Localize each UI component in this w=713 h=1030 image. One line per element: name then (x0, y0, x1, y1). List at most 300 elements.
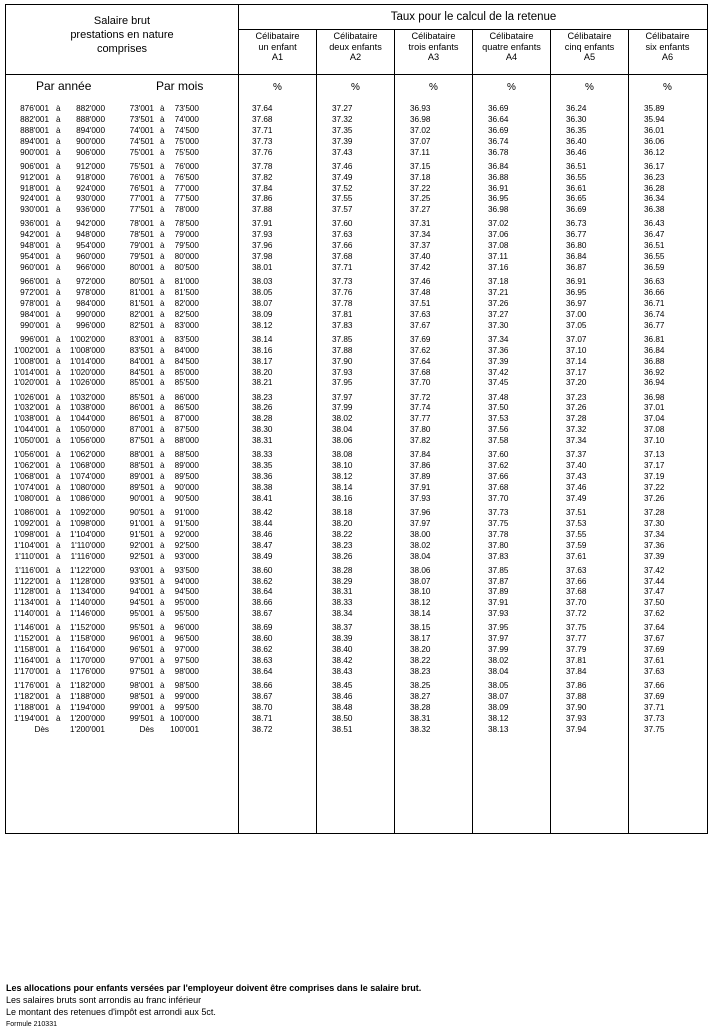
rate-a3: 38.12 (410, 598, 431, 608)
annual-to: 1'098'000 (69, 518, 105, 528)
range-separator: à (56, 114, 61, 124)
rate-a2: 37.95 (332, 378, 353, 388)
rate-a1: 38.26 (252, 403, 273, 413)
rate-a3: 38.15 (410, 623, 431, 633)
range-separator: à (56, 277, 61, 287)
range-separator: à (160, 334, 165, 344)
monthly-from: 74'001 (129, 125, 154, 135)
rate-a3: 36.98 (410, 114, 431, 124)
range-separator: à (160, 587, 165, 597)
rate-a4: 37.58 (488, 436, 509, 446)
rate-a3: 37.27 (410, 205, 431, 215)
rate-a2: 37.71 (332, 263, 353, 272)
rate-a3: 38.17 (410, 634, 431, 644)
range-separator: à (56, 609, 61, 619)
annual-to: 1'200'000 (69, 713, 105, 723)
range-separator: à (56, 356, 61, 366)
annual-from: 1'032'001 (13, 403, 49, 413)
annual-to: 990'000 (76, 309, 105, 319)
annual-from: 1'044'001 (13, 425, 49, 435)
rate-a4: 37.75 (488, 518, 509, 528)
monthly-to: 74'000 (174, 114, 199, 124)
range-separator: à (160, 551, 165, 561)
rate-a2: 37.63 (332, 230, 353, 240)
range-separator: à (160, 450, 165, 460)
range-separator: à (56, 298, 61, 308)
table-row (6, 378, 709, 388)
rate-a1: 37.86 (252, 194, 273, 204)
rate-a6: 37.34 (644, 529, 665, 539)
rate-a2: 37.90 (332, 356, 353, 366)
table-row (6, 321, 709, 331)
annual-to: 888'000 (76, 114, 105, 124)
range-separator: à (160, 288, 165, 297)
monthly-to: 100'001 (170, 724, 199, 734)
annual-from: 1'068'001 (13, 472, 49, 481)
rate-a5: 37.49 (566, 493, 587, 503)
table-row (6, 645, 709, 655)
rate-a3: 38.06 (410, 565, 431, 575)
monthly-to: 89'500 (174, 472, 199, 481)
rate-a3: 37.63 (410, 309, 431, 319)
rate-a3: 38.28 (410, 702, 431, 712)
rate-a4: 37.68 (488, 482, 509, 492)
rate-a4: 37.42 (488, 367, 509, 377)
annual-from: 1'020'001 (13, 378, 49, 388)
annual-from: 930'001 (20, 205, 49, 215)
table-row (6, 577, 709, 587)
column-header-text: Célibataire (567, 31, 612, 41)
rate-a3: 38.27 (410, 691, 431, 701)
range-separator: à (160, 529, 165, 539)
annual-from: 1'086'001 (13, 507, 49, 517)
annual-to: 894'000 (76, 125, 105, 135)
rate-a6: 35.94 (644, 114, 665, 124)
annual-from: 1'122'001 (13, 576, 49, 586)
annual-from: 1'164'001 (13, 656, 49, 665)
monthly-to: 84'000 (174, 345, 199, 355)
rate-a3: 37.97 (410, 518, 431, 528)
monthly-from: Dès (139, 724, 154, 734)
rate-a4: 38.07 (488, 691, 509, 701)
annual-from: 1'002'001 (13, 345, 49, 355)
column-header-a3 (395, 31, 472, 63)
rate-a5: 37.32 (566, 425, 587, 435)
annual-from: 918'001 (20, 183, 49, 193)
monthly-from: 97'501 (129, 666, 154, 676)
rate-a6: 36.63 (644, 277, 665, 287)
rate-a6: 36.47 (644, 230, 665, 240)
percent-unit: % (351, 82, 360, 93)
rate-a2: 37.78 (332, 298, 353, 308)
rate-a1: 38.28 (252, 414, 273, 424)
annual-to: 1'008'000 (69, 345, 105, 355)
rate-a1: 38.66 (252, 598, 273, 608)
annual-from: 1'146'001 (13, 623, 49, 633)
rate-a5: 36.65 (566, 194, 587, 204)
rate-a6: 37.75 (644, 724, 665, 734)
monthly-from: 78'001 (129, 219, 154, 229)
rate-a1: 37.84 (252, 183, 273, 193)
rate-a5: 37.40 (566, 461, 587, 471)
annual-from: 1'158'001 (13, 645, 49, 655)
monthly-from: 76'001 (129, 172, 154, 182)
rate-a1: 38.05 (252, 288, 273, 297)
annual-to: 912'000 (76, 161, 105, 171)
rate-a4: 36.78 (488, 147, 509, 157)
table-row (6, 703, 709, 713)
rate-a1: 38.69 (252, 623, 273, 633)
table-row (6, 184, 709, 194)
annual-from: 954'001 (20, 252, 49, 262)
range-separator: à (56, 587, 61, 597)
range-separator: à (160, 598, 165, 608)
annual-to: 1'080'000 (69, 482, 105, 492)
monthly-from: 81'001 (129, 288, 154, 297)
tax-rate-table (5, 4, 708, 834)
annual-from: 1'074'001 (13, 482, 49, 492)
rate-a5: 37.94 (566, 724, 587, 734)
rate-a4: 38.09 (488, 702, 509, 712)
percent-unit: % (585, 82, 594, 93)
table-row (6, 541, 709, 551)
rate-a2: 38.12 (332, 472, 353, 481)
monthly-from: 91'001 (129, 518, 154, 528)
monthly-to: 89'000 (174, 461, 199, 471)
rate-a1: 38.47 (252, 540, 273, 550)
rate-a6: 36.34 (644, 194, 665, 204)
rate-a3: 37.93 (410, 493, 431, 503)
rate-a3: 37.72 (410, 392, 431, 402)
annual-to: 1'092'000 (69, 507, 105, 517)
rate-a2: 38.48 (332, 702, 353, 712)
annual-from: 978'001 (20, 298, 49, 308)
salary-header-line: prestations en nature (70, 29, 174, 41)
rate-a1: 38.49 (252, 551, 273, 561)
range-separator: à (56, 367, 61, 377)
annual-to: 1'020'000 (69, 367, 105, 377)
range-separator: à (56, 205, 61, 215)
monthly-from: 95'001 (129, 609, 154, 619)
column-header-text: cinq enfants (564, 41, 615, 52)
rate-a2: 37.88 (332, 345, 353, 355)
rate-a3: 37.51 (410, 298, 431, 308)
rate-a2: 38.16 (332, 493, 353, 503)
rate-a2: 38.37 (332, 623, 353, 633)
range-separator: à (56, 623, 61, 633)
rate-a4: 37.91 (488, 598, 509, 608)
header-divider (238, 29, 707, 30)
monthly-from: 81'501 (129, 298, 154, 308)
annual-to: 942'000 (76, 219, 105, 229)
rate-a6: 36.38 (644, 205, 665, 215)
range-separator: à (160, 356, 165, 366)
rate-a6: 37.13 (644, 450, 665, 460)
rate-a2: 38.50 (332, 713, 353, 723)
rate-a3: 38.10 (410, 587, 431, 597)
monthly-from: 73'501 (129, 114, 154, 124)
rate-a6: 37.50 (644, 598, 665, 608)
monthly-from: 87'001 (129, 425, 154, 435)
table-row (6, 393, 709, 403)
rate-a4: 37.70 (488, 493, 509, 503)
rate-a5: 37.10 (566, 345, 587, 355)
table-row (6, 598, 709, 608)
column-header-text: A3 (427, 52, 440, 62)
rate-a1: 37.78 (252, 161, 273, 171)
rate-a4: 38.05 (488, 681, 509, 690)
annual-to: 1'074'000 (69, 472, 105, 481)
rate-a5: 36.84 (566, 252, 587, 262)
column-header-a6 (629, 31, 706, 63)
monthly-to: 94'000 (174, 576, 199, 586)
rate-a4: 36.69 (488, 104, 509, 113)
rate-a6: 37.64 (644, 623, 665, 633)
rate-a4: 36.91 (488, 183, 509, 193)
monthly-from: 84'001 (129, 356, 154, 366)
table-row (6, 667, 709, 677)
rate-a5: 37.07 (566, 334, 587, 344)
rate-a5: 37.05 (566, 320, 587, 330)
annual-to: 1'038'000 (69, 403, 105, 413)
rate-a5: 36.97 (566, 298, 587, 308)
range-separator: à (56, 472, 61, 481)
rate-a4: 37.78 (488, 529, 509, 539)
range-separator: à (160, 241, 165, 251)
rate-a4: 37.11 (488, 252, 508, 262)
form-number: Formule 210331 (6, 1021, 57, 1028)
rate-a6: 37.47 (644, 587, 665, 597)
range-separator: à (56, 414, 61, 424)
range-separator: à (160, 392, 165, 402)
monthly-from: 80'501 (129, 277, 154, 287)
annual-to: 1'062'000 (69, 450, 105, 460)
rate-a3: 37.80 (410, 425, 431, 435)
annual-to: 1'158'000 (69, 634, 105, 644)
rate-a6: 37.04 (644, 414, 665, 424)
range-separator: à (160, 309, 165, 319)
range-separator: à (56, 529, 61, 539)
monthly-to: 100'000 (170, 713, 199, 723)
rate-a4: 37.93 (488, 609, 509, 619)
monthly-to: 90'000 (174, 482, 199, 492)
rate-a6: 36.98 (644, 392, 665, 402)
range-separator: à (56, 681, 61, 690)
rate-a5: 37.46 (566, 482, 587, 492)
rate-a6: 37.73 (644, 713, 665, 723)
rate-a1: 38.66 (252, 681, 273, 690)
rate-a1: 38.63 (252, 656, 273, 665)
table-row (6, 483, 709, 493)
range-separator: à (56, 551, 61, 561)
monthly-to: 97'000 (174, 645, 199, 655)
monthly-from: 88'001 (129, 450, 154, 460)
percent-unit: % (507, 82, 516, 93)
rate-a6: 37.28 (644, 507, 665, 517)
rate-a2: 38.23 (332, 540, 353, 550)
rate-a6: 36.66 (644, 288, 665, 297)
range-separator: à (56, 378, 61, 388)
rate-a5: 36.46 (566, 147, 587, 157)
rate-a4: 37.26 (488, 298, 509, 308)
annual-from: 1'098'001 (13, 529, 49, 539)
rate-a2: 38.26 (332, 551, 353, 561)
rate-a5: 37.61 (566, 551, 587, 561)
rate-a5: 37.34 (566, 436, 587, 446)
rate-a3: 37.86 (410, 461, 431, 471)
column-header-text: A4 (505, 52, 518, 62)
rate-a5: 37.79 (566, 645, 587, 655)
rate-a2: 38.46 (332, 691, 353, 701)
monthly-from: 86'501 (129, 414, 154, 424)
monthly-from: 90'001 (129, 493, 154, 503)
rate-a2: 37.85 (332, 334, 353, 344)
rate-a1: 38.62 (252, 645, 273, 655)
rate-a3: 37.15 (410, 161, 431, 171)
range-separator: à (56, 645, 61, 655)
rate-a4: 37.50 (488, 403, 509, 413)
monthly-to: 78'000 (174, 205, 199, 215)
table-row (6, 219, 709, 229)
rate-a3: 38.00 (410, 529, 431, 539)
rate-a1: 38.38 (252, 482, 273, 492)
column-header-text: quatre enfants (482, 41, 541, 52)
annual-from: 882'001 (20, 114, 49, 124)
rate-a5: 36.51 (566, 161, 587, 171)
monthly-to: 83'000 (174, 320, 199, 330)
table-row (6, 115, 709, 125)
rate-a2: 38.02 (332, 414, 353, 424)
monthly-from: 89'001 (129, 472, 154, 481)
rate-a4: 38.12 (488, 713, 509, 723)
rate-a1: 38.17 (252, 356, 273, 366)
rate-a6: 36.28 (644, 183, 665, 193)
rate-a1: 38.16 (252, 345, 273, 355)
monthly-to: 81'000 (174, 277, 199, 287)
range-separator: à (56, 565, 61, 575)
rate-a5: 37.00 (566, 309, 587, 319)
rate-a6: 37.10 (644, 436, 665, 446)
rate-a6: 37.30 (644, 518, 665, 528)
rate-a6: 37.61 (644, 656, 665, 665)
rate-a6: 37.08 (644, 425, 665, 435)
table-row (6, 335, 709, 345)
rate-a4: 38.13 (488, 724, 509, 734)
monthly-to: 96'000 (174, 623, 199, 633)
rate-a3: 37.11 (410, 147, 430, 157)
range-separator: à (56, 136, 61, 146)
range-separator: à (56, 634, 61, 644)
range-separator: à (160, 136, 165, 146)
annual-to: 984'000 (76, 298, 105, 308)
rate-a4: 37.16 (488, 263, 509, 272)
monthly-to: 91'000 (174, 507, 199, 517)
range-separator: à (160, 482, 165, 492)
annual-to: 1'056'000 (69, 436, 105, 446)
rate-a2: 38.40 (332, 645, 353, 655)
table-row (6, 566, 709, 576)
rate-a2: 38.43 (332, 666, 353, 676)
monthly-to: 80'000 (174, 252, 199, 262)
monthly-to: 95'000 (174, 598, 199, 608)
rate-a1: 38.62 (252, 576, 273, 586)
rate-a4: 37.89 (488, 587, 509, 597)
range-separator: à (160, 623, 165, 633)
range-separator: à (56, 691, 61, 701)
rate-a4: 37.48 (488, 392, 509, 402)
rate-a1: 38.23 (252, 392, 273, 402)
annual-from: 948'001 (20, 241, 49, 251)
table-row (6, 403, 709, 413)
annual-from: 1'194'001 (13, 713, 49, 723)
monthly-to: 85'000 (174, 367, 199, 377)
rate-a5: 37.28 (566, 414, 587, 424)
monthly-to: 99'500 (174, 702, 199, 712)
table-row (6, 299, 709, 309)
monthly-to: 77'500 (174, 194, 199, 204)
range-separator: à (160, 634, 165, 644)
rate-a4: 36.69 (488, 125, 509, 135)
annual-from: 906'001 (20, 161, 49, 171)
rate-a1: 37.73 (252, 136, 273, 146)
range-separator: à (56, 666, 61, 676)
range-separator: à (160, 104, 165, 113)
range-separator: à (56, 576, 61, 586)
annual-from: 1'128'001 (13, 587, 49, 597)
rate-a5: 36.61 (566, 183, 587, 193)
rate-a5: 37.93 (566, 713, 587, 723)
column-header-a4 (473, 31, 550, 63)
monthly-from: 82'001 (129, 309, 154, 319)
annual-to: 1'128'000 (69, 576, 105, 586)
table-row (6, 425, 709, 435)
range-separator: à (56, 425, 61, 435)
rate-a2: 37.76 (332, 288, 353, 297)
rate-a2: 38.45 (332, 681, 353, 690)
column-header-a2 (317, 31, 394, 63)
rate-a2: 38.42 (332, 656, 353, 665)
monthly-to: 85'500 (174, 378, 199, 388)
rate-a1: 38.07 (252, 298, 273, 308)
annual-to: 924'000 (76, 183, 105, 193)
rate-a4: 37.73 (488, 507, 509, 517)
rate-a2: 37.60 (332, 219, 353, 229)
annual-from: 966'001 (20, 277, 49, 287)
rate-a5: 37.84 (566, 666, 587, 676)
rate-a3: 37.25 (410, 194, 431, 204)
annual-from: 900'001 (20, 147, 49, 157)
monthly-from: 73'001 (129, 104, 154, 113)
salary-header-line: comprises (96, 43, 148, 55)
rate-a3: 37.46 (410, 277, 431, 287)
footer-note-allocations: Les allocations pour enfants versées par l'employeur doivent être comprises dans le salaire brut. (6, 983, 422, 993)
monthly-from: 77'001 (129, 194, 154, 204)
range-separator: à (160, 702, 165, 712)
rate-a3: 37.40 (410, 252, 431, 262)
rate-a1: 38.36 (252, 472, 273, 481)
range-separator: à (160, 656, 165, 665)
rate-a2: 37.43 (332, 147, 353, 157)
rate-a6: 37.69 (644, 645, 665, 655)
rate-a6: 36.74 (644, 309, 665, 319)
annual-to: 1'146'000 (69, 609, 105, 619)
rate-a4: 37.36 (488, 345, 509, 355)
annual-to: 1'140'000 (69, 598, 105, 608)
table-row (6, 357, 709, 367)
annual-to: 948'000 (76, 230, 105, 240)
range-separator: à (56, 263, 61, 272)
range-separator: à (160, 219, 165, 229)
